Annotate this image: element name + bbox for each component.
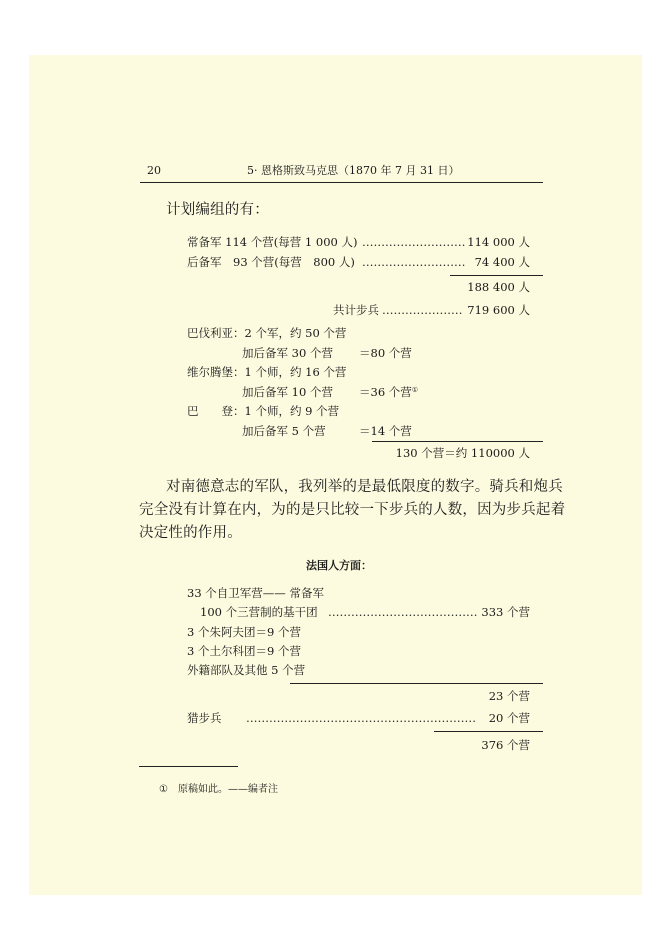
french-total-rule	[434, 731, 543, 732]
wurttemberg-line: 维尔腾堡：1 个师，约 16 个营	[187, 365, 347, 379]
footnote-text: 原稿如此。——编者注	[178, 784, 278, 795]
page-number: 20	[147, 164, 161, 177]
wurttemberg-result: ＝36 个营①	[359, 385, 419, 399]
baden-line: 巴 登：1 个师，约 9 个营	[187, 404, 340, 418]
paragraph-line-1: 对南德意志的军队，我列举的是最低限度的数字。骑兵和炮兵	[166, 479, 563, 495]
regular-army-label: 常备军 114 个营(每营 1 000 人)	[187, 235, 358, 249]
zouave-line: 3 个朱阿夫团＝9 个营	[187, 625, 301, 639]
paragraph-line-3: 决定性的作用。	[139, 525, 242, 541]
base-regiments-value: 333 个营	[481, 605, 530, 619]
infantry-total-label: 共计步兵	[333, 303, 379, 317]
regular-army-value: 114 000 人	[467, 235, 530, 249]
south-total-rule	[372, 441, 543, 442]
paragraph-line-2: 完全没有计算在内，为的是只比较一下步兵的人数，因为步兵起着	[139, 502, 566, 518]
base-regiments-dots: …………………………………	[328, 605, 478, 619]
infantry-total-dots: …………………	[382, 303, 463, 317]
subtotal-rule	[450, 275, 543, 276]
chasseurs-dots: ……………………………………………………	[246, 711, 476, 725]
french-subtotal-rule	[290, 683, 543, 684]
reserve-army-dots: ………………………	[362, 255, 466, 269]
bavaria-reserve: 加后备军 30 个营	[242, 346, 333, 360]
bavaria-line: 巴伐利亚：2 个军，约 50 个营	[187, 326, 347, 340]
page-paper	[29, 55, 642, 895]
wurttemberg-reserve: 加后备军 10 个营	[242, 385, 333, 399]
foreign-line: 外籍部队及其他 5 个营	[187, 663, 306, 677]
baden-reserve: 加后备军 5 个营	[242, 424, 326, 438]
french-subtotal: 23 个营	[488, 689, 530, 703]
regular-army-dots: ………………………	[362, 235, 466, 249]
bavaria-result: ＝80 个营	[359, 346, 412, 360]
south-total: 130 个营＝约 110000 人	[395, 446, 530, 460]
infantry-total-value: 719 600 人	[467, 303, 530, 317]
turco-line: 3 个土尔科团＝9 个营	[187, 644, 301, 658]
base-regiments-label: 100 个三营制的基干团	[200, 605, 318, 619]
plan-heading: 计划编组的有：	[166, 202, 269, 218]
footnote-mark: ①	[411, 386, 419, 394]
baden-result: ＝14 个营	[359, 424, 412, 438]
reserve-army-label: 后备军 93 个营(每营 800 人)	[187, 255, 355, 269]
chasseurs-value: 20 个营	[488, 711, 530, 725]
running-title: 5· 恩格斯致马克思（1870 年 7 月 31 日）	[247, 164, 460, 177]
reserve-army-value: 74 400 人	[474, 255, 530, 269]
chasseurs-label: 猎步兵	[187, 711, 222, 725]
german-subtotal: 188 400 人	[467, 280, 530, 294]
footnote-marker: ①	[159, 784, 168, 795]
header-rule	[140, 182, 543, 183]
french-total: 376 个营	[481, 738, 530, 752]
french-heading: 法国人方面：	[306, 559, 372, 572]
guard-line: 33 个自卫军营—— 常备军	[187, 586, 324, 600]
footnote-rule	[139, 766, 238, 767]
